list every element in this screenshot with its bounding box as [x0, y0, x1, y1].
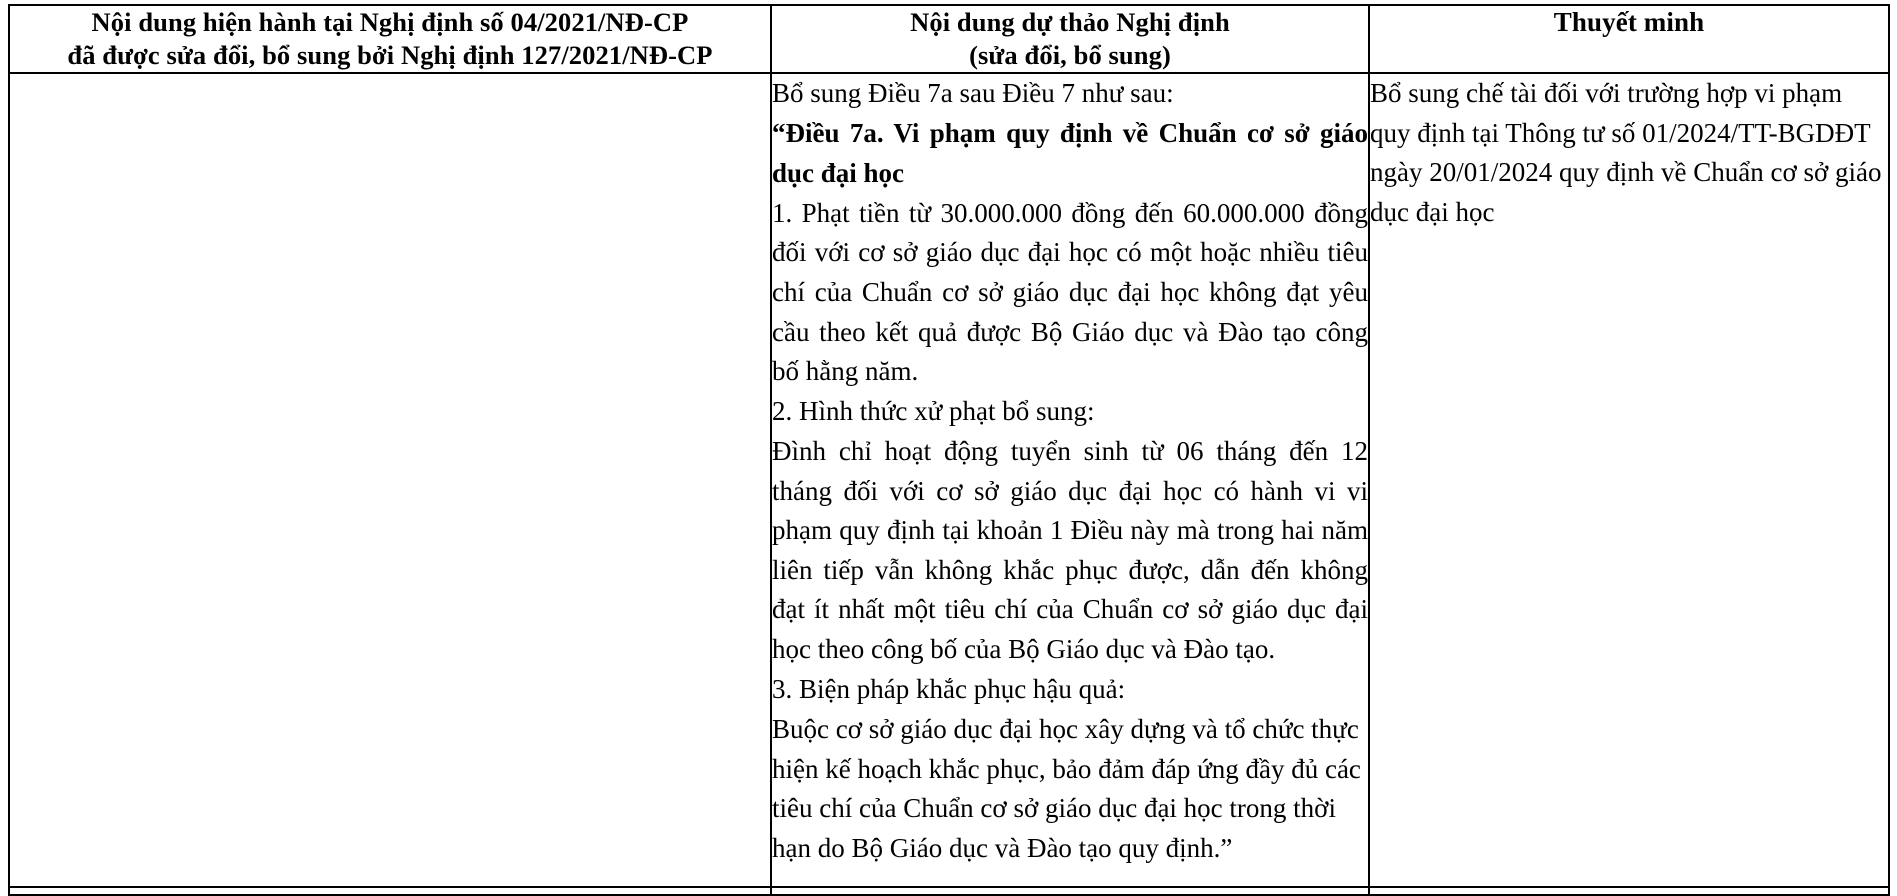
column-header-explanation	[1369, 5, 1889, 73]
table-header-row	[9, 5, 1889, 73]
table-body	[9, 73, 1889, 895]
table-row	[9, 73, 1889, 887]
paragraph: Đình chỉ hoạt động tuyển sinh từ 06 tháng đến 12 tháng đối với cơ sở giáo dục đại học có hành vi vi phạm quy định tại khoản 1 Điều này mà trong hai năm liên tiếp vẫn không khắc phục được, dẫn đến không đạt ít nhất một tiêu chí của Chuẩn cơ sở giáo dục đại học theo công bố của Bộ Giáo dục và Đào tạo.	[772, 436, 1368, 664]
column-header-draft-line1: Nội dung dự thảo Nghị định	[910, 7, 1230, 37]
paragraph: Buộc cơ sở giáo dục đại học xây dựng và tổ chức thực hiện kế hoạch khắc phục, bảo đảm đáp ứng đầy đủ các tiêu chí của Chuẩn cơ sở giáo dục đại học trong thời hạn do Bộ Giáo dục và Đào tạo quy định.”	[772, 714, 1361, 863]
table-header	[9, 5, 1889, 73]
column-header-explanation-line1: Thuyết minh	[1553, 7, 1705, 37]
comparison-table	[8, 4, 1890, 896]
paragraph: Bổ sung chế tài đối với trường hợp vi phạm quy định tại Thông tư số 01/2024/TT-BGDĐT ngày 20/01/2024 quy định về Chuẩn cơ sở giáo dục đại học	[1370, 78, 1882, 227]
paragraph: “Điều 7a. Vi phạm quy định về Chuẩn cơ sở giáo dục đại học	[772, 118, 1368, 188]
cell-current-content	[9, 73, 771, 887]
paragraph: 1. Phạt tiền từ 30.000.000 đồng đến 60.000.000 đồng đối với cơ sở giáo dục đại học có một hoặc nhiều tiêu chí của Chuẩn cơ sở giáo dục đại học không đạt yêu cầu theo kết quả được Bộ Giáo dục và Đào tạo công bố hằng năm.	[772, 197, 1368, 387]
cell-explanation-next	[1369, 887, 1889, 895]
cell-draft-content	[771, 73, 1369, 887]
cell-explanation	[1369, 73, 1889, 887]
paragraph: 2. Hình thức xử phạt bổ sung:	[772, 396, 1095, 427]
column-header-current-line1: Nội dung hiện hành tại Nghị định số 04/2021/NĐ-CP	[91, 7, 689, 37]
cell-current-next	[9, 887, 771, 895]
column-header-current-line2: đã được sửa đổi, bổ sung bởi Nghị định 127/2021/NĐ-CP	[67, 40, 713, 71]
paragraph: 3. Biện pháp khắc phục hậu quả:	[772, 673, 1126, 704]
column-header-current-content	[9, 5, 771, 73]
table-row-next	[9, 887, 1889, 895]
cell-draft-next	[771, 887, 1369, 895]
column-header-draft-content	[771, 5, 1369, 73]
paragraph: Bổ sung Điều 7a sau Điều 7 như sau:	[772, 78, 1174, 109]
column-header-draft-line2: (sửa đổi, bổ sung)	[969, 40, 1171, 71]
